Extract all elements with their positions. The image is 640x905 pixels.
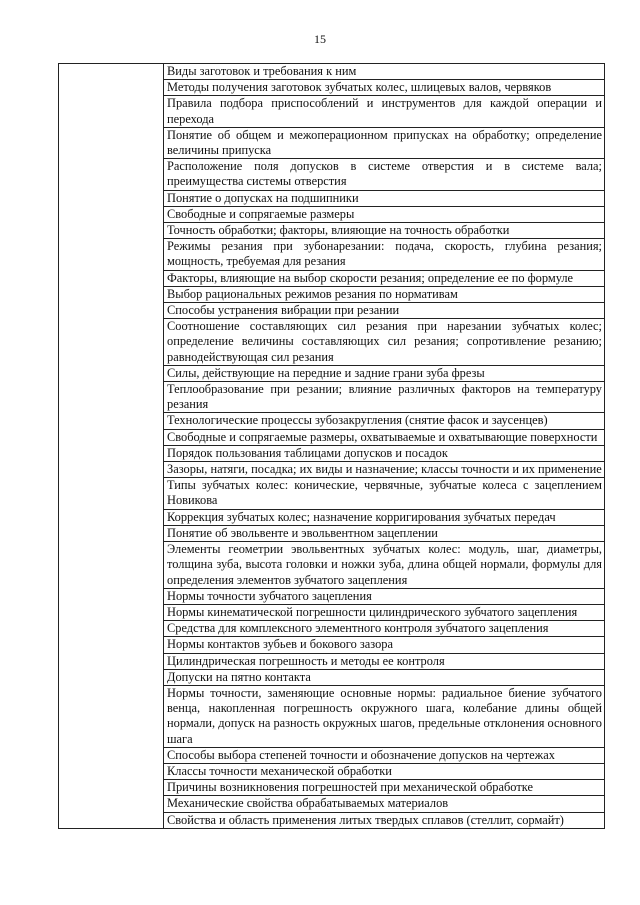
topics-table-body	[59, 64, 605, 829]
topic-cell: Методы получения заготовок зубчатых колес, шлицевых валов, червяков	[164, 80, 605, 96]
topic-cell: Понятие об общем и межоперационном припусках на обработку; определение величины припуска	[164, 127, 605, 158]
topic-cell: Выбор рациональных режимов резания по нормативам	[164, 286, 605, 302]
topic-cell: Способы выбора степеней точности и обозначение допусков на чертежах	[164, 747, 605, 763]
topic-cell: Способы устранения вибрации при резании	[164, 303, 605, 319]
topic-cell: Факторы, влияющие на выбор скорости резания; определение ее по формуле	[164, 270, 605, 286]
topic-cell: Виды заготовок и требования к ним	[164, 64, 605, 80]
topic-cell: Нормы точности, заменяющие основные нормы: радиальное биение зубчатого венца, накопленная погрешность окружного шага, колебание длины общей нормали, допуск на разность окружных шагов, предельные отклонения основного шага	[164, 685, 605, 747]
topic-cell: Допуски на пятно контакта	[164, 669, 605, 685]
topic-cell: Понятие о допусках на подшипники	[164, 190, 605, 206]
topic-cell: Расположение поля допусков в системе отверстия и в системе вала; преимущества системы отверстия	[164, 159, 605, 190]
topic-cell: Понятие об эвольвенте и эвольвентном зацеплении	[164, 525, 605, 541]
topic-cell: Средства для комплексного элементного контроля зубчатого зацепления	[164, 621, 605, 637]
topic-cell: Коррекция зубчатых колес; назначение корригирования зубчатых передач	[164, 509, 605, 525]
topic-cell: Причины возникновения погрешностей при механической обработке	[164, 780, 605, 796]
topic-cell: Классы точности механической обработки	[164, 763, 605, 779]
topic-cell: Зазоры, натяги, посадка; их виды и назначение; классы точности и их применение	[164, 462, 605, 478]
topic-cell: Цилиндрическая погрешность и методы ее контроля	[164, 653, 605, 669]
topic-cell: Правила подбора приспособлений и инструментов для каждой операции и перехода	[164, 96, 605, 127]
topic-cell: Свойства и область применения литых твердых сплавов (стеллит, сормайт)	[164, 812, 605, 828]
topic-cell: Теплообразование при резании; влияние различных факторов на температуру резания	[164, 382, 605, 413]
topic-cell: Силы, действующие на передние и задние грани зуба фрезы	[164, 365, 605, 381]
topic-cell: Механические свойства обрабатываемых материалов	[164, 796, 605, 812]
left-column-cell	[59, 64, 164, 829]
topic-cell: Технологические процессы зубозакругления (снятие фасок и заусенцев)	[164, 413, 605, 429]
topic-cell: Нормы контактов зубьев и бокового зазора	[164, 637, 605, 653]
topic-cell: Элементы геометрии эвольвентных зубчатых колес: модуль, шаг, диаметры, толщина зуба, высота головки и ножки зуба, длина общей нормали, формулы для определения элементов зубчатого зацепления	[164, 542, 605, 589]
topic-cell: Нормы точности зубчатого зацепления	[164, 588, 605, 604]
topic-cell: Свободные и сопрягаемые размеры	[164, 206, 605, 222]
topic-cell: Соотношение составляющих сил резания при нарезании зубчатых колес; определение величины составляющих сил резания; сопротивление резанию; равнодействующая сил резания	[164, 319, 605, 366]
topic-cell: Режимы резания при зубонарезании: подача, скорость, глубина резания; мощность, требуемая для резания	[164, 239, 605, 270]
topics-table	[58, 63, 605, 829]
topic-cell: Порядок пользования таблицами допусков и посадок	[164, 445, 605, 461]
topic-cell: Нормы кинематической погрешности цилиндрического зубчатого зацепления	[164, 604, 605, 620]
topic-cell: Типы зубчатых колес: конические, червячные, зубчатые колеса с зацеплением Новикова	[164, 478, 605, 509]
page-number: 15	[314, 32, 326, 46]
topic-cell: Свободные и сопрягаемые размеры, охватываемые и охватывающие поверхности	[164, 429, 605, 445]
table-row	[59, 64, 605, 80]
topic-cell: Точность обработки; факторы, влияющие на точность обработки	[164, 223, 605, 239]
